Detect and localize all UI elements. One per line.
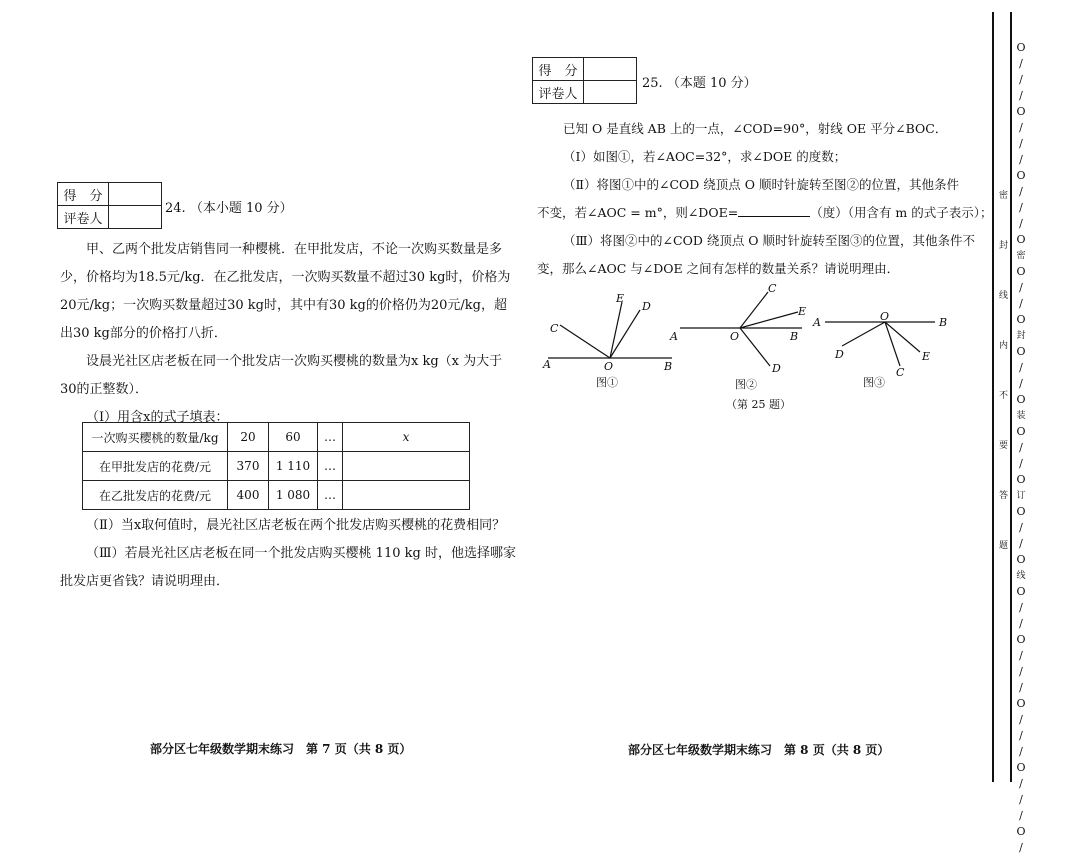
binding-glyph: O [1016,265,1026,278]
binding-glyph: O [1016,313,1026,326]
binding-glyph: / [1019,809,1023,822]
part2-line: （Ⅱ）将图①中的∠COD 绕顶点 O 顺时针旋转至图②的位置，其他条件 [563,177,959,192]
binding-glyph: / [1019,617,1023,630]
table-row [83,452,470,481]
binding-glyph: O [1016,553,1026,566]
binding-glyph: O [1016,585,1026,598]
fig2-caption: 图② [735,378,757,391]
table-cell: x [343,423,470,452]
binding-glyph: O [1016,425,1026,438]
table-cell: 20 [228,423,269,452]
binding-outer-glyphs [1014,40,1028,856]
part2-after: （度）（用含有 m 的式子表示）； [810,205,993,220]
intro-line: 少，价格均为18.5元/kg．在乙批发店，一次购买数量不超过30 kg时，价格为 [60,270,511,285]
fig1-ray-oc [560,325,610,358]
fig3-label-a: A [813,316,821,329]
binding-glyph: / [1019,457,1023,470]
part3-line: 批发店更省钱？请说明理由． [60,574,230,589]
binding-glyph: O [1016,473,1026,486]
table-row [83,423,470,452]
binding-glyph: O [1016,393,1026,406]
part3-line: （Ⅲ）将图②中的∠COD 绕顶点 O 顺时针旋转至图③的位置，其他条件不 [563,233,976,248]
score-label: 得 分 [533,58,584,81]
table-cell: 1 080 [269,481,318,510]
setup-line: 30的正整数）． [60,382,149,397]
table-cell: 370 [228,452,269,481]
table-cell: … [318,481,343,510]
binding-glyph: / [1019,665,1023,678]
binding-glyph: O [1016,761,1026,774]
binding-glyph: / [1019,729,1023,742]
score-box-25 [532,57,637,104]
binding-glyph: / [1019,601,1023,614]
setup-line: 设晨光社区店老板在同一个批发店一次购买樱桃的数量为x kg（x 为大于 [86,354,503,369]
score-label: 得 分 [58,183,109,206]
binding-glyph: / [1019,713,1023,726]
table-cell: 400 [228,481,269,510]
answer-blank[interactable] [738,204,810,217]
fig2-ray-od [740,328,770,366]
binding-glyph: 密 [1016,251,1026,261]
binding-glyph: / [1019,121,1023,134]
binding-glyph: O [1016,505,1026,518]
answer-cell[interactable] [343,452,470,481]
binding-glyph: / [1019,297,1023,310]
binding-glyph: / [1019,73,1023,86]
binding-glyph: 线 [1016,571,1026,581]
binding-glyph: O [1016,345,1026,358]
fig2-label-c: C [768,282,777,295]
fig3-label-c: C [896,366,905,379]
page-footer-right: 部分区七年级数学期末练习 第 8 页（共 8 页） [628,743,890,757]
fig1-ray-oe [610,302,622,358]
binding-char: 要 [997,440,1007,449]
binding-glyph: O [1016,169,1026,182]
fig3-ray-od [842,322,885,346]
fig3-label-o: O [880,310,890,323]
fig1-label-e: E [616,292,625,305]
part2-text: （Ⅱ）当x取何值时，晨光社区店老板在两个批发店购买樱桃的花费相同？ [86,518,506,533]
binding-glyph: / [1019,89,1023,102]
table-row [83,481,470,510]
question-24-heading [165,197,293,216]
question-points: （本小题 10 分） [189,201,293,216]
table-cell: … [318,452,343,481]
binding-glyph: / [1019,649,1023,662]
part2-line2 [537,199,993,227]
binding-glyph: / [1019,57,1023,70]
fig1-label-d: D [642,300,651,313]
binding-char: 题 [997,540,1007,549]
fig3-label-e: E [922,350,931,363]
binding-glyph: O [1016,41,1026,54]
answer-cell[interactable] [343,481,470,510]
intro-line: 甲、乙两个批发店销售同一种樱桃．在甲批发店，不论一次购买数量是多 [86,242,503,257]
fig2-label-d: D [772,362,781,375]
fig3-caption: 图③ [863,376,885,389]
binding-char: 密 [997,190,1007,199]
fig3-label-b: B [939,316,948,329]
part1-text: （Ⅰ）如图①，若∠AOC=32°，求∠DOE 的度数； [563,149,847,164]
fig1-label-o: O [604,360,614,373]
binding-char: 封 [997,240,1007,249]
part3-line: （Ⅲ）若晨光社区店老板在同一个批发店购买樱桃 110 kg 时，他选择哪家 [86,546,516,561]
fig2-label-e: E [798,305,807,318]
intro-line: 20元/kg；一次购买数量超过30 kg时，其中有30 kg的价格仍为20元/kg，超 [60,298,507,313]
fig1-label-b: B [664,360,673,373]
binding-glyph: 订 [1016,491,1026,501]
fig2-label-o: O [730,330,740,343]
binding-char: 答 [997,490,1007,499]
question-25-heading [642,72,757,91]
binding-glyph: / [1019,185,1023,198]
fig2-ray-oc [740,292,768,328]
table-cell: 在乙批发店的花费/元 [83,481,228,510]
figures-25 [540,280,960,415]
binding-glyph: O [1016,233,1026,246]
grader-label: 评卷人 [533,81,584,104]
binding-inner-text [996,190,1008,590]
fig1-label-a: A [543,358,551,371]
binding-char: 内 [997,340,1007,349]
binding-glyph: / [1019,841,1023,854]
binding-glyph: / [1019,137,1023,150]
figure-group-caption: （第 25 题） [726,398,791,411]
table-cell: … [318,423,343,452]
question-25-body [537,115,993,283]
grader-input[interactable] [109,206,162,229]
table-cell: 一次购买樱桃的数量/kg [83,423,228,452]
binding-glyph: / [1019,217,1023,230]
fig2-label-a: A [670,330,678,343]
binding-glyph: / [1019,281,1023,294]
part2-before: 不变，若∠AOC = m°，则∠DOE= [537,205,739,220]
binding-glyph: O [1016,633,1026,646]
binding-glyph: / [1019,793,1023,806]
table-cell: 1 110 [269,452,318,481]
binding-rule [992,12,994,782]
question-24-parts [60,512,516,596]
binding-char: 不 [997,390,1007,399]
binding-glyph: / [1019,777,1023,790]
binding-glyph: O [1016,825,1026,838]
binding-glyph: 封 [1016,331,1026,341]
score-input[interactable] [584,58,637,81]
binding-glyph: / [1019,537,1023,550]
fig2-label-b: B [790,330,799,343]
table-cell: 60 [269,423,318,452]
part3-line: 变，那么∠AOC 与∠DOE 之间有怎样的数量关系？请说明理由． [537,261,900,276]
binding-glyph: / [1019,441,1023,454]
binding-glyph: / [1019,153,1023,166]
fig1-label-c: C [550,322,559,335]
intro-line: 出30 kg部分的价格打八折． [60,326,227,341]
binding-rule [1010,12,1012,782]
fig1-ray-od [610,310,640,358]
question-24-body [60,236,511,432]
score-input[interactable] [109,183,162,206]
binding-glyph: 装 [1016,411,1026,421]
binding-glyph: O [1016,697,1026,710]
page-footer-left: 部分区七年级数学期末练习 第 7 页（共 8 页） [150,742,412,756]
binding-glyph: / [1019,377,1023,390]
grader-label: 评卷人 [58,206,109,229]
binding-glyph: O [1016,105,1026,118]
part1-label: （Ⅰ）用含x的式子填表： [86,410,229,425]
fig2-ray-oe [740,312,798,328]
binding-glyph: / [1019,361,1023,374]
binding-glyph: / [1019,521,1023,534]
table-cell: 在甲批发店的花费/元 [83,452,228,481]
binding-outer-column [1014,40,1028,856]
given-text: 已知 O 是直线 AB 上的一点，∠COD=90°，射线 OE 平分∠BOC． [563,121,948,136]
grader-input[interactable] [584,81,637,104]
binding-glyph: / [1019,745,1023,758]
binding-glyph: / [1019,681,1023,694]
score-box-24 [57,182,162,229]
fill-in-table [82,422,470,510]
question-points: （本题 10 分） [666,76,757,91]
binding-char: 线 [997,290,1007,299]
fig1-caption: 图① [596,376,618,389]
question-number: 25. [642,76,663,91]
question-number: 24. [165,201,186,216]
binding-glyph: / [1019,201,1023,214]
fig3-label-d: D [835,348,844,361]
